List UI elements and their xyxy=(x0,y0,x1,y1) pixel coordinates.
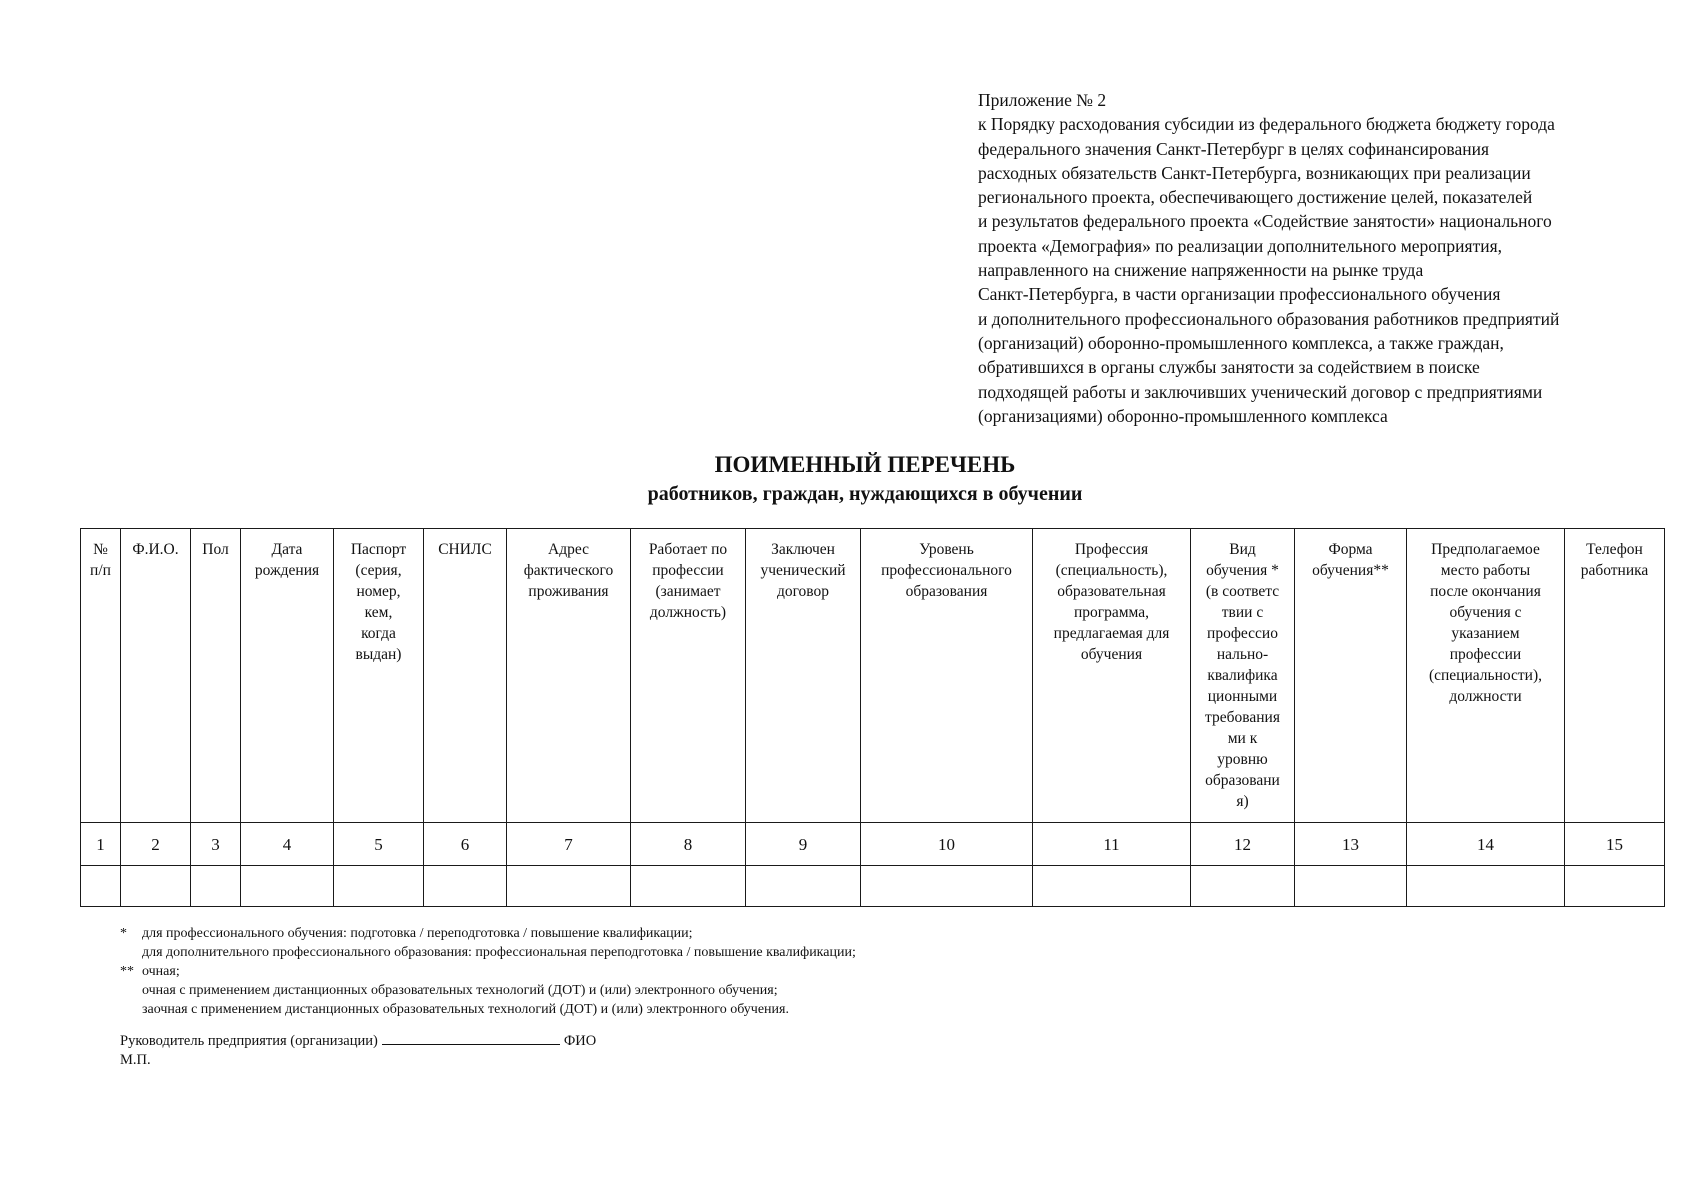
empty-cell[interactable] xyxy=(334,866,424,907)
column-header xyxy=(334,529,424,823)
column-header xyxy=(746,529,861,823)
column-number: 13 xyxy=(1295,823,1407,866)
column-header-line: Форма xyxy=(1328,541,1373,558)
column-number: 2 xyxy=(121,823,191,866)
empty-cell[interactable] xyxy=(1565,866,1665,907)
appendix-line: обратившихся в органы службы занятости за содействием в поиске xyxy=(978,357,1480,378)
signature-line xyxy=(382,1032,560,1045)
column-header xyxy=(1191,529,1295,823)
footnote-double-star-line: очная; xyxy=(142,964,180,979)
empty-cell[interactable] xyxy=(746,866,861,907)
column-header xyxy=(1295,529,1407,823)
empty-cell[interactable] xyxy=(1191,866,1295,907)
empty-cell[interactable] xyxy=(81,866,121,907)
column-header-line: (занимает xyxy=(655,583,721,600)
column-header-line: Предполагаемое xyxy=(1431,541,1540,558)
column-header-line: ми к xyxy=(1227,730,1258,747)
appendix-line: федерального значения Санкт-Петербург в целях софинансирования xyxy=(978,138,1490,159)
column-header xyxy=(631,529,746,823)
empty-cell[interactable] xyxy=(861,866,1033,907)
column-number-row xyxy=(81,823,1665,866)
empty-cell[interactable] xyxy=(631,866,746,907)
appendix-line: Санкт-Петербурга, в части организации профессионального обучения xyxy=(978,284,1501,305)
column-header-line: когда xyxy=(361,625,396,642)
column-header-line: СНИЛС xyxy=(438,541,492,558)
column-header-line: Заключен xyxy=(771,541,835,558)
column-header-line: Пол xyxy=(202,541,229,558)
column-number: 5 xyxy=(334,823,424,866)
column-number: 10 xyxy=(861,823,1033,866)
column-header-line: обучения xyxy=(1080,646,1143,663)
column-header-line: Вид xyxy=(1229,541,1256,558)
footnote-double-star xyxy=(120,962,856,981)
column-number: 7 xyxy=(507,823,631,866)
footnote-star-line: для дополнительного профессионального образования: профессиональная переподготовка / повышение квалификации; xyxy=(142,945,856,960)
appendix-line: подходящей работы и заключивших ученический договор с предприятиями xyxy=(978,381,1543,402)
column-header-line: должность) xyxy=(649,604,727,621)
column-header-line: проживания xyxy=(528,583,609,600)
footnote-double-star-line: очная с применением дистанционных образовательных технологий (ДОТ) и (или) электронного обучения; xyxy=(142,983,778,998)
signature-block xyxy=(120,1032,596,1070)
column-number: 12 xyxy=(1191,823,1295,866)
empty-cell[interactable] xyxy=(121,866,191,907)
column-header-line: ученический xyxy=(760,562,846,579)
column-header xyxy=(81,529,121,823)
empty-cell[interactable] xyxy=(241,866,334,907)
signature-name-label: ФИО xyxy=(563,1033,597,1049)
column-header-line: я) xyxy=(1236,793,1249,810)
appendix-line: проекта «Демография» по реализации дополнительного мероприятия, xyxy=(978,235,1503,256)
column-header-line: выдан) xyxy=(355,646,402,663)
column-header xyxy=(241,529,334,823)
column-header-line: после окончания xyxy=(1430,583,1541,600)
empty-cell[interactable] xyxy=(424,866,507,907)
column-header-line: профессии xyxy=(1449,646,1522,663)
column-header-line: образовательная xyxy=(1057,583,1166,600)
column-number: 9 xyxy=(746,823,861,866)
column-header-line: профессионального xyxy=(881,562,1012,579)
appendix-line: (организаций) оборонно-промышленного комплекса, а также граждан, xyxy=(978,332,1504,353)
empty-cell[interactable] xyxy=(507,866,631,907)
column-header-line: Телефон xyxy=(1586,541,1643,558)
column-header-line: Профессия xyxy=(1074,541,1149,558)
appendix-line: расходных обязательств Санкт-Петербурга, возникающих при реализации xyxy=(978,162,1531,183)
column-header-line: профессии xyxy=(652,562,724,579)
signature-label: Руководитель предприятия (организации) xyxy=(120,1033,378,1049)
column-number: 8 xyxy=(631,823,746,866)
document-title: ПОИМЕННЫЙ ПЕРЕЧЕНЬ xyxy=(714,452,1016,477)
column-header xyxy=(424,529,507,823)
column-header-line: твии с xyxy=(1221,604,1264,621)
empty-cell[interactable] xyxy=(1295,866,1407,907)
column-header-line: (в соответс xyxy=(1205,583,1280,600)
column-header xyxy=(1033,529,1191,823)
column-header-line: предлагаемая для xyxy=(1053,625,1170,642)
column-header xyxy=(861,529,1033,823)
appendix-line: (организациями) оборонно-промышленного комплекса xyxy=(978,405,1388,426)
column-header-line: Уровень xyxy=(919,541,974,558)
column-header xyxy=(1565,529,1665,823)
register-table xyxy=(80,528,1665,907)
column-header-line: (специальности), xyxy=(1428,667,1543,684)
column-number: 3 xyxy=(191,823,241,866)
appendix-line: направленного на снижение напряженности на рынке труда xyxy=(978,260,1424,281)
column-header-line: (специальность), xyxy=(1055,562,1168,579)
footnote-star-line: для профессионального обучения: подготовка / переподготовка / повышение квалификации; xyxy=(142,926,693,941)
appendix-line: и дополнительного профессионального образования работников предприятий xyxy=(978,308,1560,329)
footnote-double-star-mark: ** xyxy=(120,964,134,979)
footnote-double-star-line: заочная с применением дистанционных образовательных технологий (ДОТ) и (или) электронного обучения. xyxy=(142,1002,789,1017)
column-header-line: нально- xyxy=(1216,646,1269,663)
appendix-line: к Порядку расходования субсидии из федерального бюджета бюджету города xyxy=(978,114,1555,135)
column-number: 4 xyxy=(241,823,334,866)
empty-data-row xyxy=(81,866,1665,907)
column-header-line: обучения** xyxy=(1312,562,1389,579)
column-header-line: п/п xyxy=(90,562,111,579)
empty-cell[interactable] xyxy=(1407,866,1565,907)
column-header-line: указанием xyxy=(1451,625,1520,642)
column-header-line: Работает по xyxy=(648,541,728,558)
column-header xyxy=(191,529,241,823)
column-header-line: уровню xyxy=(1217,751,1268,768)
appendix-line: и результатов федерального проекта «Содействие занятости» национального xyxy=(978,211,1552,232)
column-header-line: фактического xyxy=(523,562,614,579)
appendix-line: регионального проекта, обеспечивающего достижение целей, показателей xyxy=(978,187,1533,208)
document-subtitle: работников, граждан, нуждающихся в обучении xyxy=(647,483,1083,505)
column-number: 14 xyxy=(1407,823,1565,866)
column-header-line: обучения * xyxy=(1206,562,1279,579)
column-header-line: ционными xyxy=(1207,688,1278,705)
column-header-line: профессио xyxy=(1207,625,1278,642)
column-header-line: место работы xyxy=(1440,562,1531,579)
footnote-star-mark: * xyxy=(120,926,127,941)
column-header-line: № xyxy=(93,541,108,558)
appendix-header xyxy=(978,88,1658,428)
column-header-line: обучения с xyxy=(1449,604,1522,621)
appendix-line: Приложение № 2 xyxy=(978,90,1107,110)
column-header xyxy=(507,529,631,823)
column-header-line: образования xyxy=(905,583,988,600)
column-header-line: образовани xyxy=(1205,772,1280,789)
column-header-line: должности xyxy=(1449,688,1522,705)
column-header-line: работника xyxy=(1580,562,1649,579)
column-header-line: программа, xyxy=(1073,604,1150,621)
column-header-line: Ф.И.О. xyxy=(132,541,179,558)
column-header-line: требования xyxy=(1205,709,1280,726)
column-header-line: Дата xyxy=(271,541,303,558)
column-header-line: (серия, xyxy=(355,562,402,579)
empty-cell[interactable] xyxy=(1033,866,1191,907)
column-header xyxy=(121,529,191,823)
column-header-line: кем, xyxy=(364,604,393,621)
column-number: 15 xyxy=(1565,823,1665,866)
empty-cell[interactable] xyxy=(191,866,241,907)
footnote-star xyxy=(120,924,856,943)
stamp-label: М.П. xyxy=(120,1052,151,1068)
column-header-line: Адрес xyxy=(548,541,589,558)
footnotes xyxy=(120,924,856,1019)
column-header-line: квалифика xyxy=(1207,667,1278,684)
column-number: 6 xyxy=(424,823,507,866)
column-number: 1 xyxy=(81,823,121,866)
column-number: 11 xyxy=(1033,823,1191,866)
column-header-line: Паспорт xyxy=(350,541,407,558)
header-row xyxy=(81,529,1665,823)
column-header-line: номер, xyxy=(356,583,401,600)
column-header-line: рождения xyxy=(254,562,320,579)
column-header-line: договор xyxy=(776,583,830,600)
column-header xyxy=(1407,529,1565,823)
